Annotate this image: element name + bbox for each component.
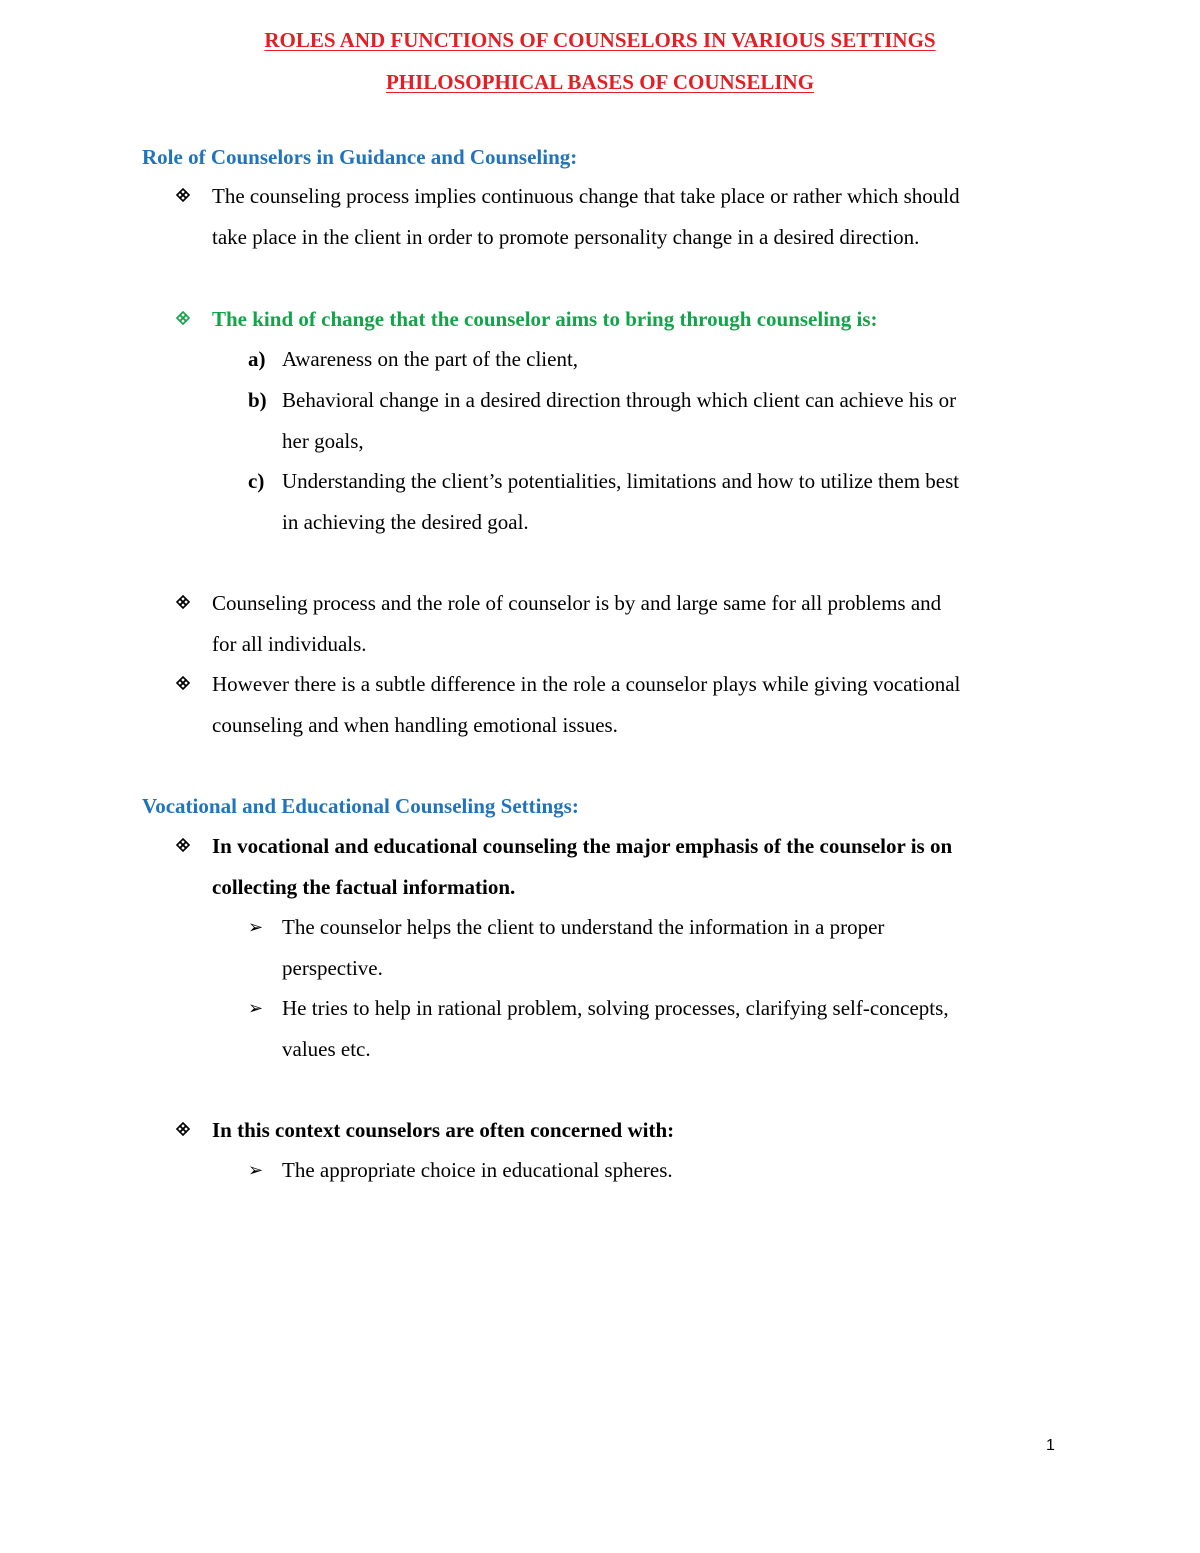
paragraph-line: The counseling process implies continuous change that take place or rather which should bbox=[212, 184, 960, 208]
diamond-bullet-icon bbox=[176, 838, 198, 860]
list-marker: a) bbox=[248, 347, 266, 371]
document-subtitle: PHILOSOPHICAL BASES OF COUNSELING bbox=[385, 70, 815, 94]
list-item: Understanding the client’s potentialities, limitations and how to utilize them best bbox=[282, 469, 960, 493]
sub-list-item-continuation: perspective. bbox=[282, 956, 383, 980]
paragraph-line: counseling and when handling emotional issues. bbox=[212, 713, 618, 737]
diamond-bullet-icon bbox=[176, 311, 198, 333]
section-heading-vocational: Vocational and Educational Counseling Settings: bbox=[142, 794, 579, 818]
paragraph-line: However there is a subtle difference in the role a counselor plays while giving vocational bbox=[212, 672, 961, 696]
diamond-bullet-icon bbox=[176, 188, 198, 210]
list-item-continuation: her goals, bbox=[282, 429, 364, 453]
list-marker: b) bbox=[248, 388, 267, 412]
paragraph-line: for all individuals. bbox=[212, 632, 367, 656]
sub-list-item: He tries to help in rational problem, solving processes, clarifying self-concepts, bbox=[282, 996, 949, 1020]
diamond-bullet-icon bbox=[176, 676, 198, 698]
list-item: Awareness on the part of the client, bbox=[282, 347, 579, 371]
diamond-bullet-icon bbox=[176, 1122, 198, 1144]
list-item: Behavioral change in a desired direction through which client can achieve his or bbox=[282, 388, 957, 412]
paragraph-line: In this context counselors are often concerned with: bbox=[212, 1118, 675, 1142]
paragraph-line: Counseling process and the role of counselor is by and large same for all problems and bbox=[212, 591, 942, 615]
list-item-continuation: in achieving the desired goal. bbox=[282, 510, 529, 534]
arrow-bullet-icon: ➢ bbox=[248, 998, 264, 1019]
sub-list-item: The appropriate choice in educational spheres. bbox=[282, 1158, 673, 1182]
paragraph-line: In vocational and educational counseling the major emphasis of the counselor is on bbox=[212, 834, 953, 858]
paragraph-line: collecting the factual information. bbox=[212, 875, 516, 899]
arrow-bullet-icon: ➢ bbox=[248, 917, 264, 938]
list-marker: c) bbox=[248, 469, 265, 493]
section-heading-role: Role of Counselors in Guidance and Counseling: bbox=[142, 145, 578, 169]
arrow-bullet-icon: ➢ bbox=[248, 1160, 264, 1181]
document-title: ROLES AND FUNCTIONS OF COUNSELORS IN VARIOUS SETTINGS bbox=[264, 28, 936, 52]
sub-list-item-continuation: values etc. bbox=[282, 1037, 371, 1061]
diamond-bullet-icon bbox=[176, 595, 198, 617]
sub-list-item: The counselor helps the client to understand the information in a proper bbox=[282, 915, 885, 939]
change-aims-heading: The kind of change that the counselor aims to bring through counseling is: bbox=[212, 307, 878, 331]
page-number: 1 bbox=[1046, 1437, 1055, 1454]
paragraph-line: take place in the client in order to promote personality change in a desired direction. bbox=[212, 225, 920, 249]
